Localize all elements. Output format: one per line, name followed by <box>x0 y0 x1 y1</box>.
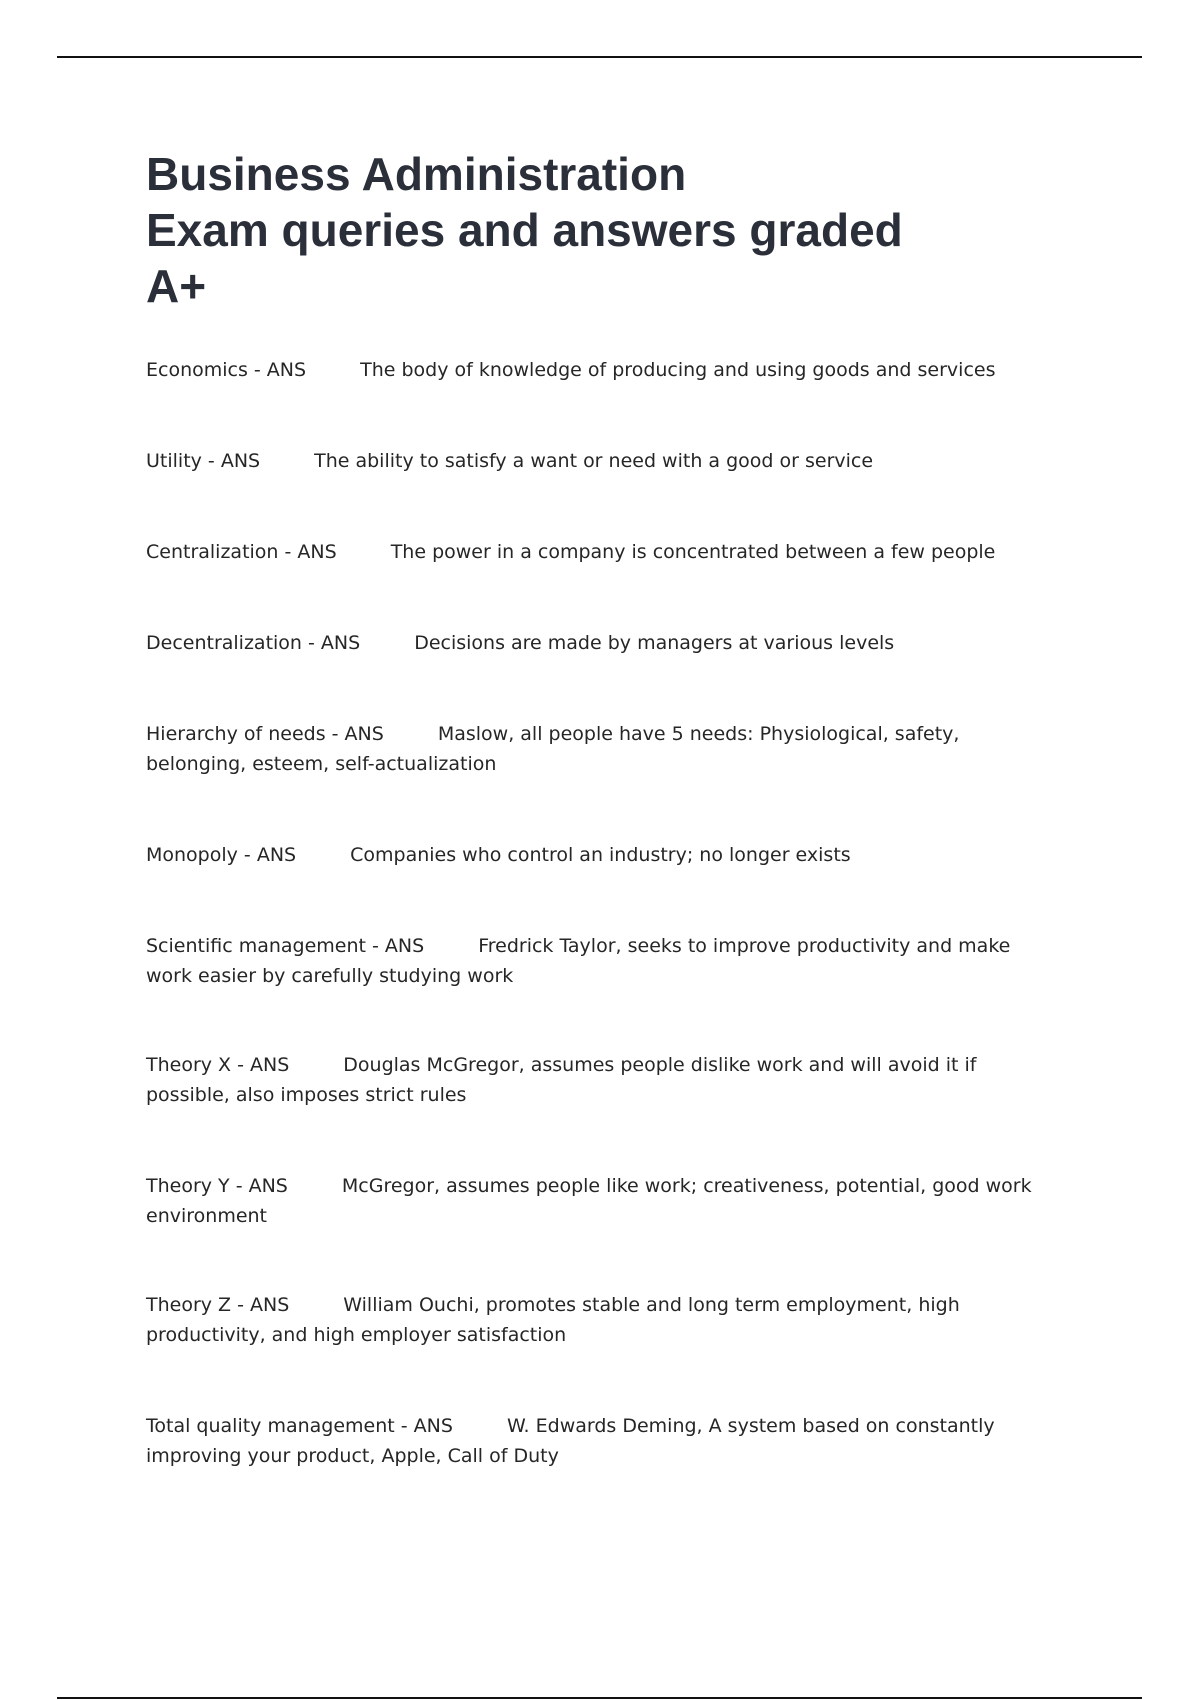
qa-entry-theory-y <box>146 1171 1046 1231</box>
entry-term: Total quality management - ANS <box>146 1415 453 1437</box>
entry-term: Theory X - ANS <box>146 1054 290 1076</box>
entry-definition: Douglas McGregor, assumes people dislike work and will avoid it if possible, also imposes strict rules <box>146 1054 977 1106</box>
entry-definition: Maslow, all people have 5 needs: Physiological, safety, belonging, esteem, self-actualization <box>146 723 960 775</box>
entry-term: Utility - ANS <box>146 450 261 472</box>
entry-term: Hierarchy of needs - ANS <box>146 723 384 745</box>
entry-definition: Companies who control an industry; no longer exists <box>350 844 851 866</box>
entry-term: Decentralization - ANS <box>146 632 361 654</box>
entry-definition: W. Edwards Deming, A system based on constantly improving your product, Apple, Call of Duty <box>146 1415 995 1467</box>
header-rule <box>57 56 1142 58</box>
qa-entry-theory-x <box>146 1050 1046 1110</box>
title-line-3: A+ <box>146 260 207 312</box>
entry-term: Economics - ANS <box>146 359 307 381</box>
entry-term: Monopoly - ANS <box>146 844 297 866</box>
qa-entry-centralization <box>146 537 1046 567</box>
entry-term: Centralization - ANS <box>146 541 337 563</box>
qa-entry-scientific-management <box>146 931 1046 991</box>
entry-definition: Fredrick Taylor, seeks to improve productivity and make work easier by carefully studying work <box>146 935 1011 987</box>
entry-term: Theory Y - ANS <box>146 1175 288 1197</box>
entry-definition: The power in a company is concentrated between a few people <box>390 541 996 563</box>
qa-entry-hierarchy-of-needs <box>146 719 1046 779</box>
entry-definition: William Ouchi, promotes stable and long term employment, high productivity, and high employer satisfaction <box>146 1294 960 1346</box>
title-line-2: Exam queries and answers graded <box>146 204 903 256</box>
qa-entry-total-quality-management <box>146 1411 1046 1471</box>
qa-entry-economics <box>146 355 1046 385</box>
entry-definition: Decisions are made by managers at various levels <box>414 632 895 654</box>
qa-entry-utility <box>146 446 1046 476</box>
qa-entry-theory-z <box>146 1290 1046 1350</box>
entry-term: Theory Z - ANS <box>146 1294 290 1316</box>
entry-definition: The body of knowledge of producing and using goods and services <box>360 359 996 381</box>
footer-rule <box>57 1697 1142 1699</box>
title-line-1: Business Administration <box>146 148 687 200</box>
document-title <box>146 146 1046 314</box>
entry-definition: The ability to satisfy a want or need with a good or service <box>314 450 874 472</box>
qa-entry-decentralization <box>146 628 1046 658</box>
qa-entry-monopoly <box>146 840 1046 870</box>
entry-term: Scientific management - ANS <box>146 935 425 957</box>
entry-definition: McGregor, assumes people like work; creativeness, potential, good work environment <box>146 1175 1032 1227</box>
